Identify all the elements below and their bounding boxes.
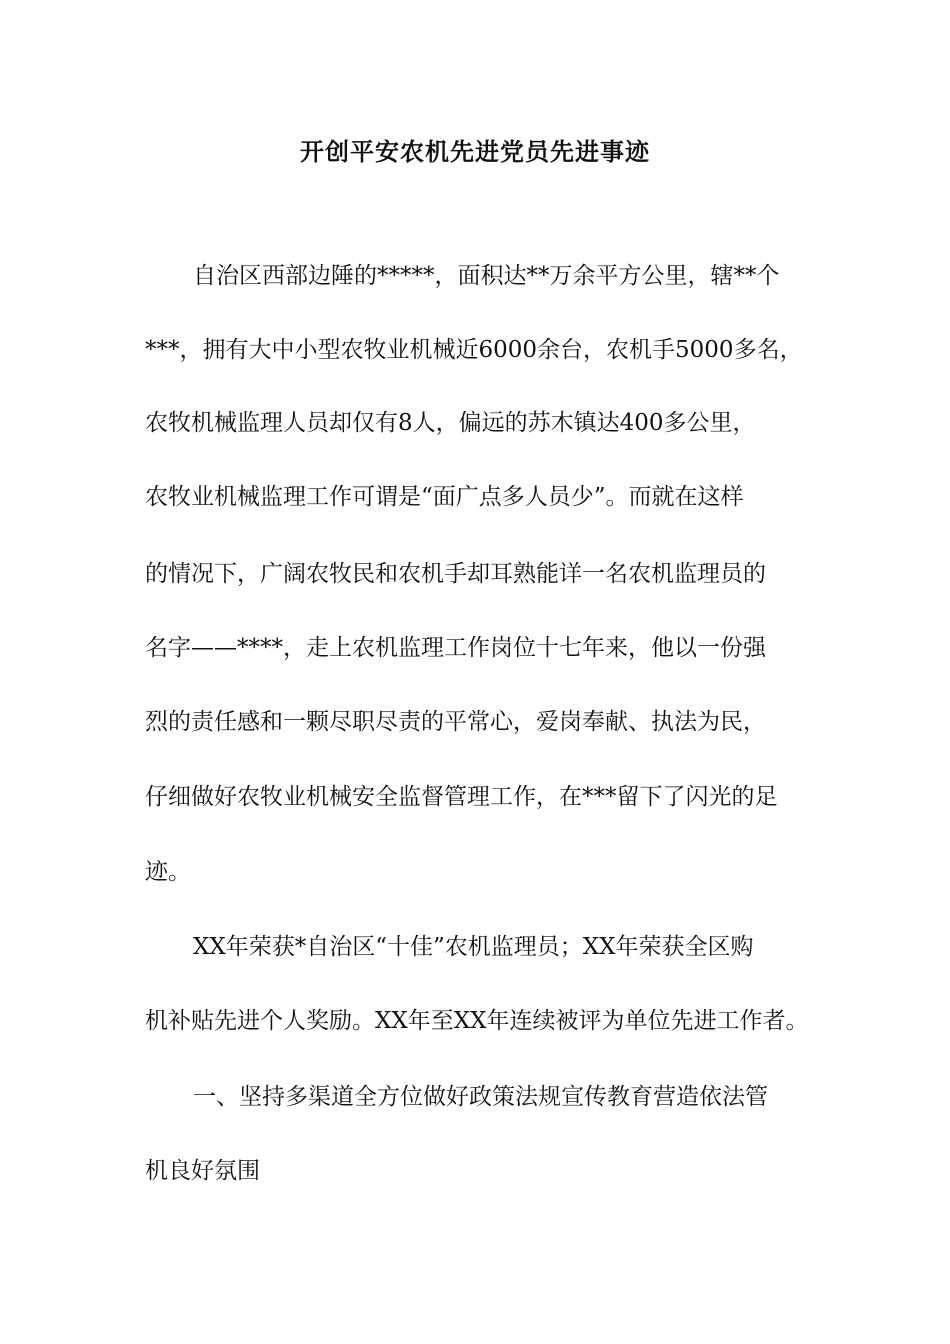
paragraph-line: XX年荣获*自治区“十佳”农机监理员；XX年荣获全区购 [193, 934, 754, 960]
section-heading-line: 机良好氛围 [145, 1158, 260, 1184]
paragraph-line: 迹。 [145, 859, 191, 885]
paragraph-line: 自治区西部边陲的*****，面积达**万余平方公里，辖**个 [193, 263, 780, 289]
paragraph-line: 仔细做好农牧业机械安全监督管理工作，在***留下了闪光的足 [145, 784, 778, 810]
paragraph-line: ***，拥有大中小型农牧业机械近6000余台，农机手5000多名， [145, 337, 803, 363]
section-heading-line: 一、坚持多渠道全方位做好政策法规宣传教育营造依法管 [193, 1084, 768, 1110]
paragraph-line: 机补贴先进个人奖励。XX年至XX年连续被评为单位先进工作者。 [145, 1008, 809, 1034]
paragraph-line: 的情况下，广阔农牧民和农机手却耳熟能详一名农机监理员的 [145, 561, 766, 587]
paragraph-line: 名字——****，走上农机监理工作岗位十七年来，他以一份强 [145, 635, 766, 661]
paragraph-line: 农牧业机械监理工作可谓是“面广点多人员少”。而就在这样 [145, 484, 744, 510]
document-title: 开创平安农机先进党员先进事迹 [300, 137, 650, 166]
paragraph-line: 烈的责任感和一颗尽职尽责的平常心，爱岗奉献、执法为民， [145, 709, 766, 735]
paragraph-line: 农牧机械监理人员却仅有8人，偏远的苏木镇达400多公里， [145, 410, 756, 436]
